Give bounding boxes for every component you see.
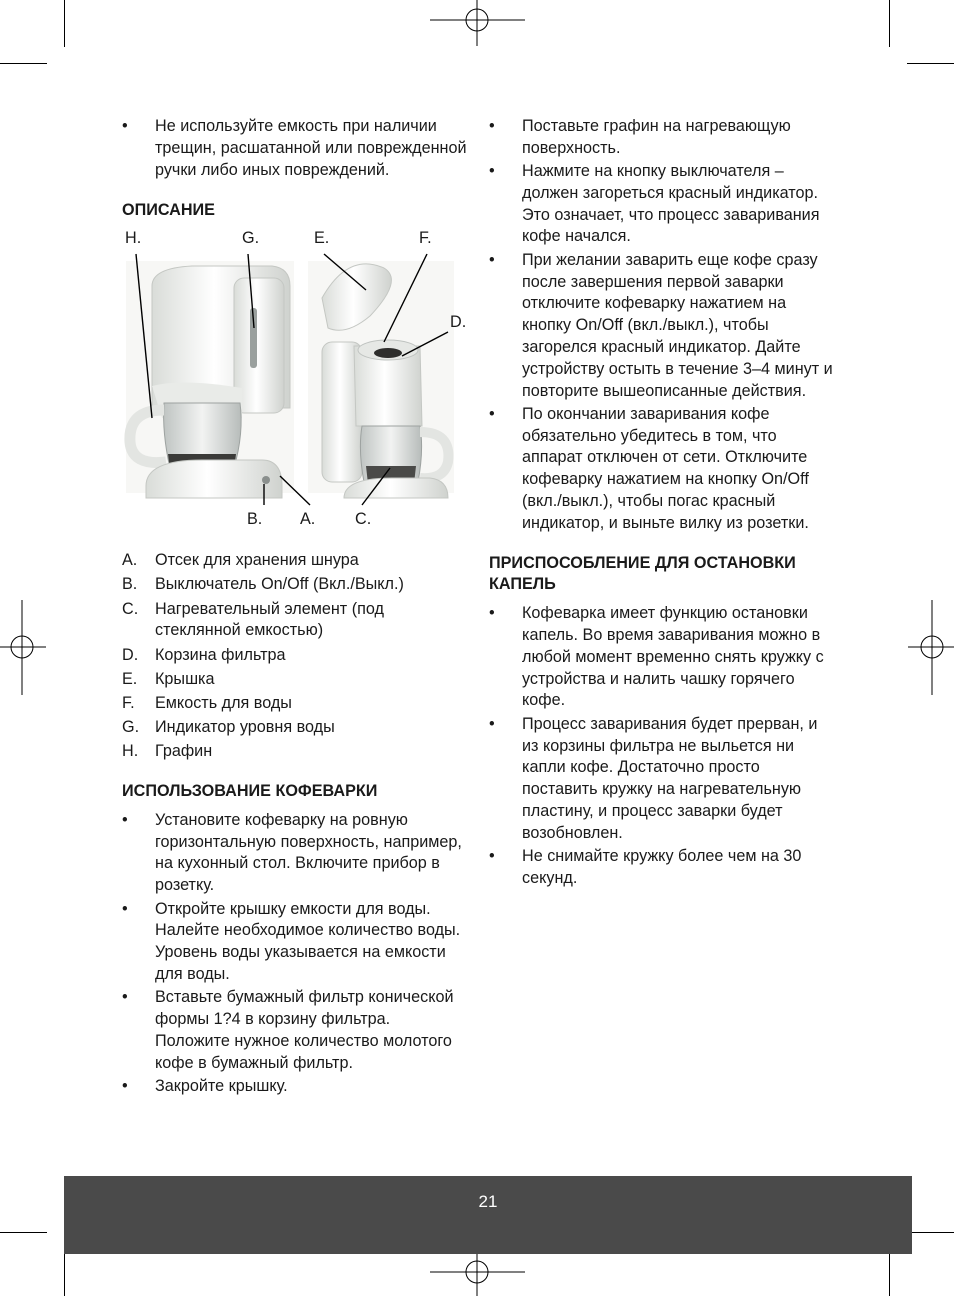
figure-label-e: E.	[314, 229, 330, 248]
list-item: • Вставьте бумажный фильтр конической формы 1?4 в корзину фильтра. Положите нужное количество молотого кофе в бумажный фильтр.	[122, 987, 467, 1074]
right-column	[489, 116, 834, 891]
figure-label-a: A.	[300, 510, 316, 529]
list-item: • По окончании заваривания кофе обязательно убедитесь в том, что аппарат отключен от сети. Отключите кофеварку нажатием на кнопку On/Off (вкл./выкл.), чтобы погас красный индикатор, и выньте вилку из розетки.	[489, 404, 834, 535]
list-item: E. Крышка	[122, 669, 215, 688]
usage-heading: ИСПОЛЬЗОВАНИЕ КОФЕВАРКИ	[122, 782, 378, 801]
list-item: • Кофеварка имеет функцию остановки капель. Во время заваривания можно в любой момент временно снять кружку с устройства и налить чашку горячего кофе.	[489, 603, 834, 712]
registration-mark-bottom	[430, 1250, 525, 1296]
intro-bullet-list	[122, 116, 467, 181]
figure-label-b: B.	[247, 510, 263, 529]
list-item: • Поставьте графин на нагревающую поверхность.	[489, 116, 834, 160]
figure-label-d: D.	[450, 313, 467, 332]
figure-label-f: F.	[419, 229, 432, 248]
drip-stop-bullet-list	[489, 603, 834, 889]
list-item: D. Корзина фильтра	[122, 645, 286, 664]
list-item: • Не используйте емкость при наличии трещин, расшатанной или поврежденной ручки либо иных повреждений.	[122, 116, 467, 181]
list-item: • Нажмите на кнопку выключателя – должен загореться красный индикатор. Это означает, что процесс заваривания кофе начался.	[489, 161, 834, 248]
list-item: G. Индикатор уровня воды	[122, 718, 335, 737]
page-footer	[64, 1176, 912, 1254]
description-heading: ОПИСАНИЕ	[122, 201, 215, 220]
list-item: F. Емкость для воды	[122, 693, 292, 712]
figure-label-c: C.	[355, 510, 372, 529]
crop-mark	[889, 1254, 890, 1296]
list-item: • Не снимайте кружку более чем на 30 секунд.	[489, 846, 834, 890]
page-number: 21	[478, 1192, 498, 1211]
left-column	[122, 116, 467, 1099]
figure-label-g: G.	[242, 229, 260, 248]
coffee-maker-figure	[122, 228, 467, 548]
list-item: • При желании заварить еще кофе сразу после завершения первой заварки отключите кофеварку нажатием на кнопку On/Off (вкл./выкл.), чтобы загорелся красный индикатор. Дайте устройству остыть в течение 3–4 минут и повторите вышеописанные действия.	[489, 250, 834, 403]
parts-list	[122, 550, 467, 763]
figure-label-h: H.	[125, 229, 142, 248]
list-item: H. Графин	[122, 742, 213, 761]
registration-mark-right	[908, 600, 954, 695]
crop-mark	[0, 1232, 47, 1233]
front-coffee-maker	[126, 261, 294, 498]
list-item: A. Отсек для хранения шнура	[122, 551, 359, 570]
list-item: • Откройте крышку емкости для воды. Налейте необходимое количество воды. Уровень воды указывается на емкости для воды.	[122, 899, 467, 986]
list-item: B. Выключатель On/Off (Вкл./Выкл.)	[122, 575, 404, 594]
crop-mark	[64, 0, 65, 47]
registration-mark-left	[0, 600, 46, 695]
crop-mark	[0, 63, 47, 64]
usage-bullet-list-continued	[489, 116, 834, 535]
usage-bullet-list	[122, 810, 467, 1098]
crop-mark	[889, 0, 890, 47]
coffee-maker-illustration	[122, 228, 467, 528]
crop-mark	[907, 63, 954, 64]
crop-mark	[907, 1232, 954, 1233]
list-item: • Установите кофеварку на ровную горизонтальную поверхность, например, на кухонный стол. Включите прибор в розетку.	[122, 810, 467, 897]
list-item: • Процесс заваривания будет прерван, и из корзины фильтра не выльется ни капли кофе. Достаточно просто поставить кружку на нагревательную пластину, и процесс заварки будет возобновлен.	[489, 714, 834, 845]
crop-mark	[64, 1254, 65, 1296]
drip-stop-heading: ПРИСПОСОБЛЕНИЕ ДЛЯ ОСТАНОВКИ КАПЕЛЬ	[489, 553, 796, 594]
side-coffee-maker	[308, 261, 454, 498]
list-item: • Закройте крышку.	[122, 1076, 467, 1098]
list-item: C. Нагревательный элемент (под стеклянной емкостью)	[122, 599, 384, 640]
registration-mark-top	[430, 0, 525, 46]
